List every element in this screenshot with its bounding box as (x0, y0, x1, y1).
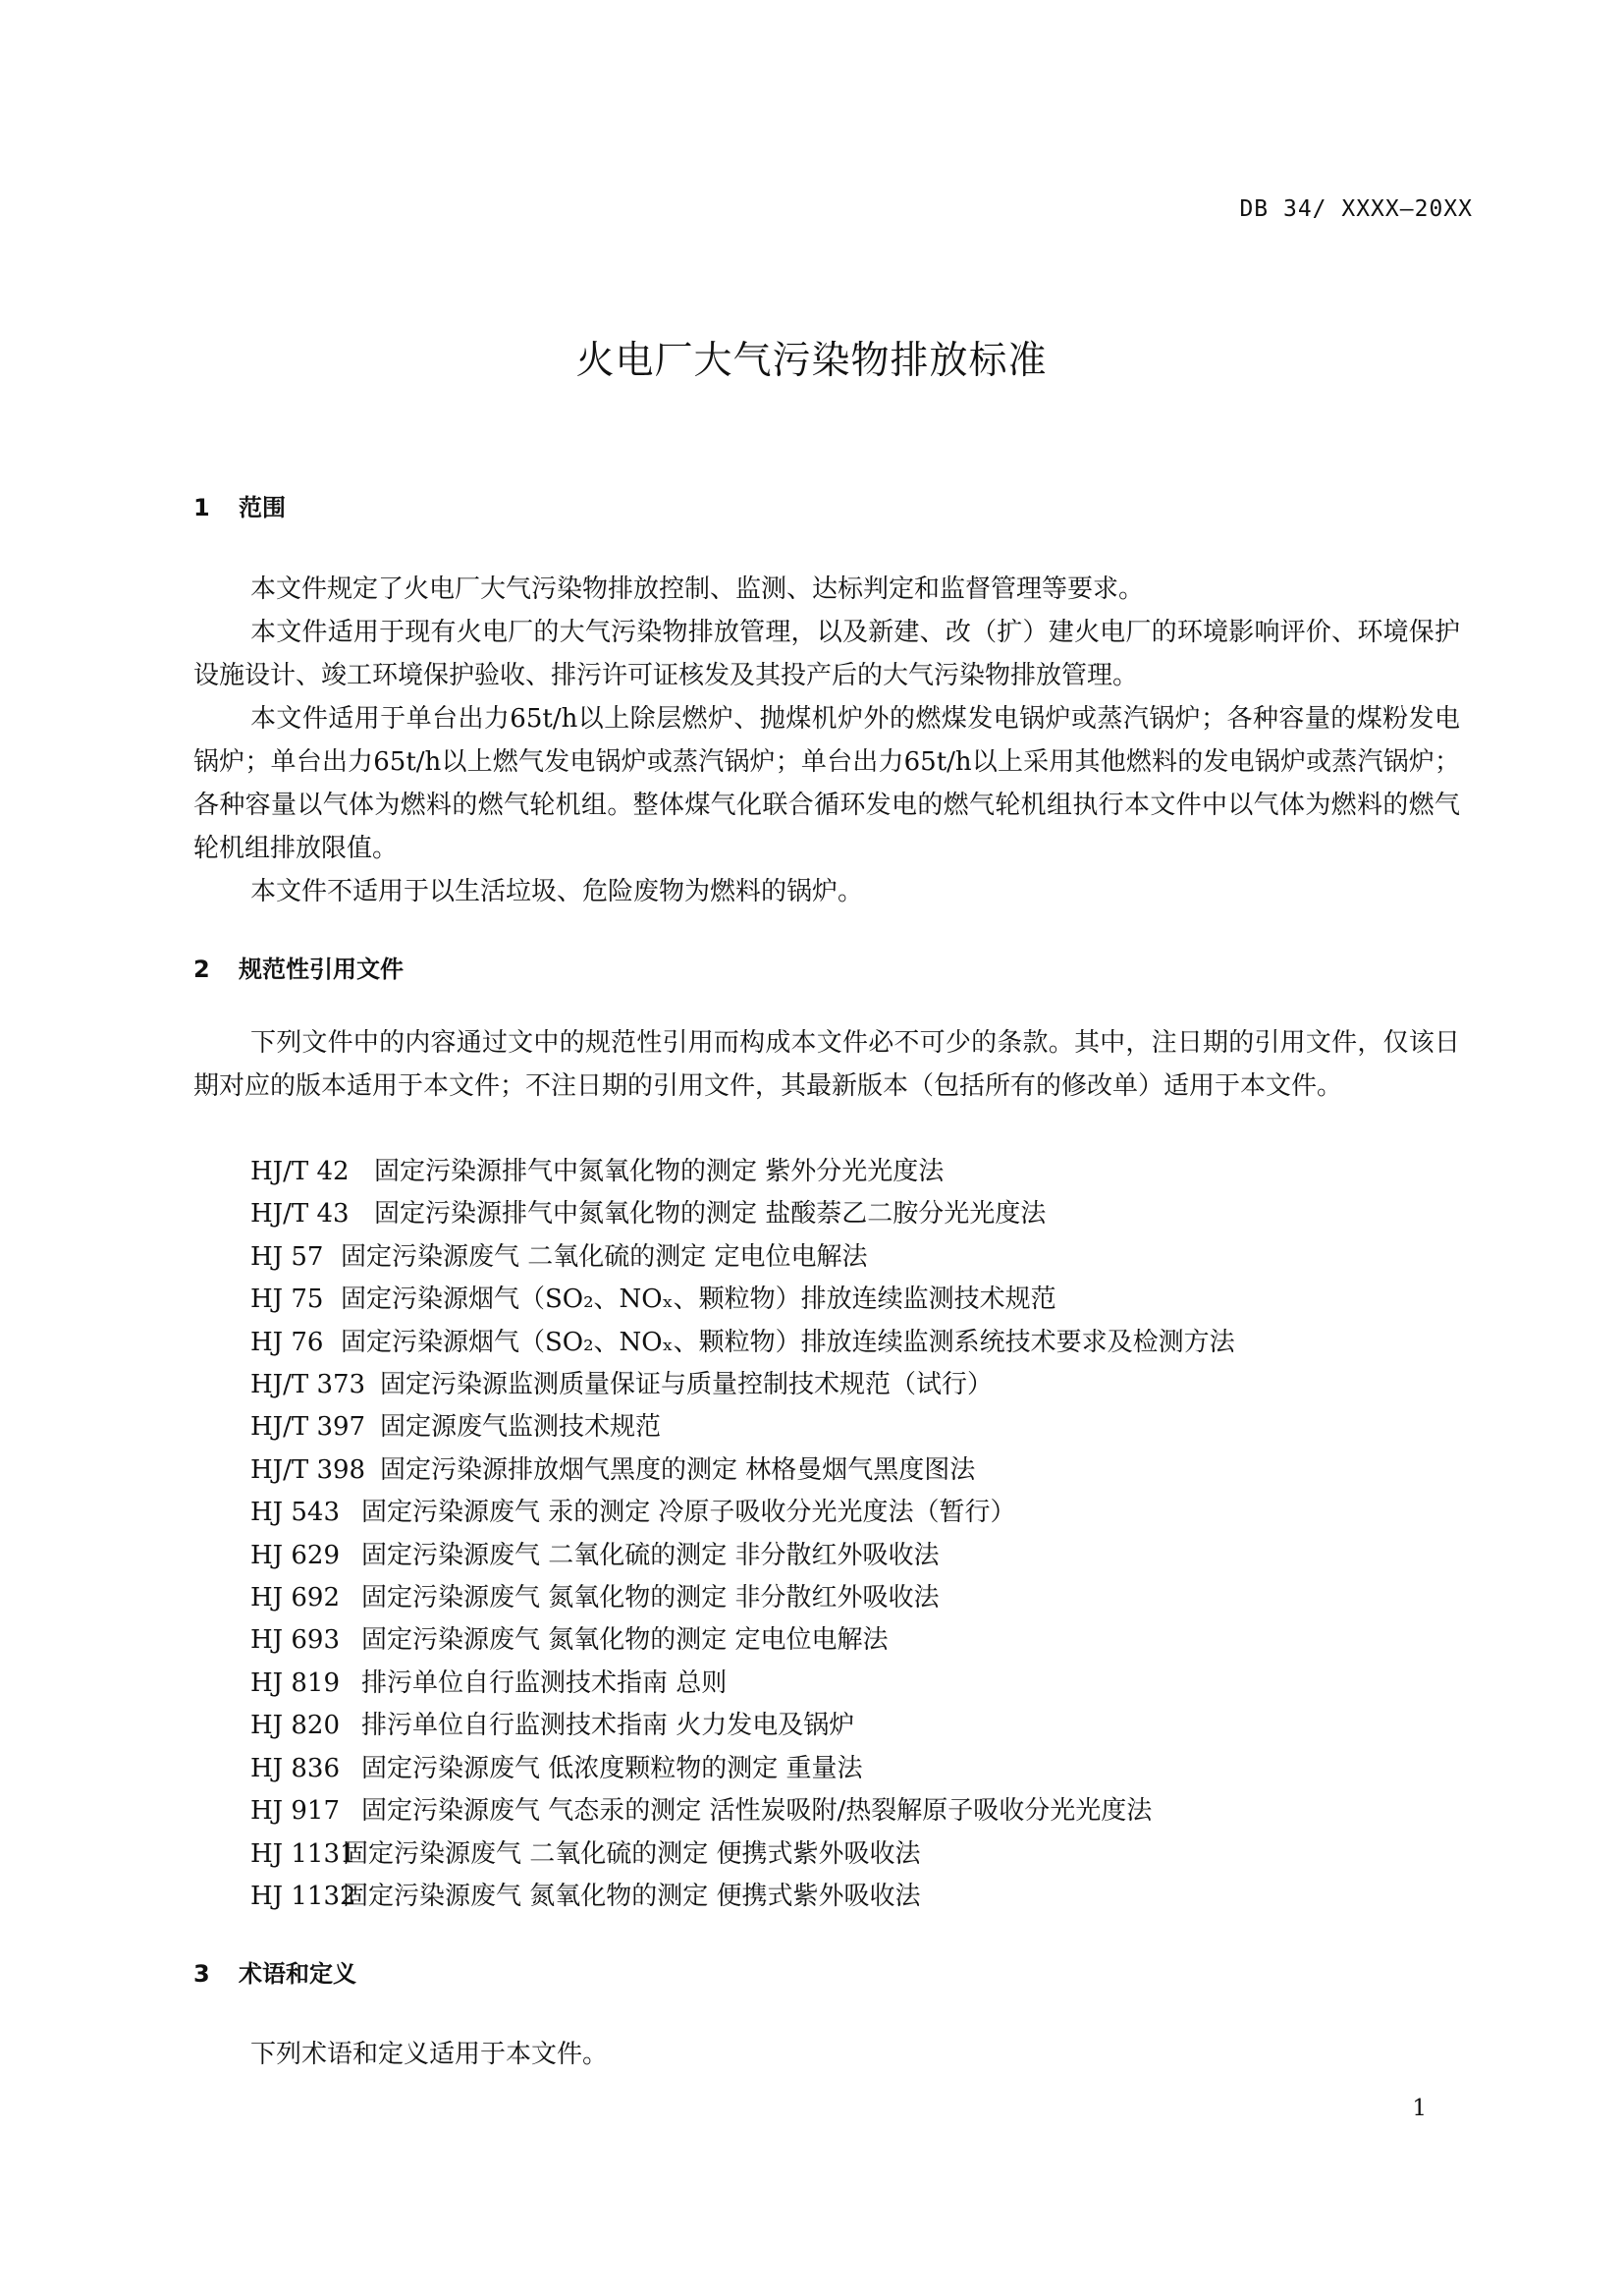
reference-item (250, 1577, 1235, 1619)
reference-item (250, 1619, 1235, 1662)
reference-title: 固定源废气监测技术规范 (380, 1412, 662, 1443)
reference-item (250, 1790, 1235, 1832)
section-3-heading (193, 1954, 356, 1989)
reference-title: 固定污染源废气 氮氧化物的测定 便携式紫外吸收法 (343, 1881, 921, 1911)
reference-title: 固定污染源烟气（SO₂、NOₓ、颗粒物）排放连续监测系统技术要求及检测方法 (341, 1327, 1235, 1357)
reference-code: HJ 629 (250, 1540, 340, 1570)
reference-title: 固定污染源废气 低浓度颗粒物的测定 重量法 (361, 1753, 863, 1783)
paragraph: 下列文件中的内容通过文中的规范性引用而构成本文件必不可少的条款。其中，注日期的引用文件，仅该日期对应的版本适用于本文件；不注日期的引用文件，其最新版本（包括所有的修改单）适用于本文件。 (193, 1028, 1460, 1101)
reference-code: HJ/T 397 (250, 1412, 366, 1443)
section-title: 范围 (239, 494, 286, 521)
section-number: 3 (193, 1960, 210, 1988)
section-number: 1 (193, 494, 210, 521)
reference-item (250, 1279, 1235, 1321)
reference-title: 固定污染源废气 二氧化硫的测定 便携式紫外吸收法 (343, 1838, 921, 1869)
reference-title: 固定污染源排气中氮氧化物的测定 紫外分光光度法 (374, 1157, 945, 1186)
reference-item (250, 1705, 1235, 1747)
reference-code: HJ 1132 (250, 1881, 356, 1911)
reference-title: 固定污染源监测质量保证与质量控制技术规范（试行） (380, 1370, 994, 1400)
reference-item (250, 1449, 1235, 1492)
normative-reference-list (250, 1151, 1235, 1918)
standard-code: DB 34/ XXXX—20XX (1239, 196, 1473, 222)
reference-item (250, 1406, 1235, 1449)
reference-item (250, 1322, 1235, 1364)
reference-code: HJ 693 (250, 1625, 340, 1656)
reference-code: HJ 75 (250, 1285, 324, 1315)
reference-code: HJ 692 (250, 1583, 340, 1613)
paragraph: 本文件不适用于以生活垃圾、危险废物为燃料的锅炉。 (250, 877, 864, 906)
section-1-heading (193, 488, 286, 522)
reference-item (250, 1193, 1235, 1235)
reference-item (250, 1151, 1235, 1193)
section-number: 2 (193, 956, 210, 983)
reference-code: HJ 917 (250, 1796, 340, 1827)
section-2-heading (193, 950, 404, 984)
reference-item (250, 1833, 1235, 1876)
reference-title: 排污单位自行监测技术指南 火力发电及锅炉 (361, 1711, 855, 1741)
reference-title: 排污单位自行监测技术指南 总则 (361, 1667, 728, 1698)
reference-title: 固定污染源排气中氮氧化物的测定 盐酸萘乙二胺分光光度法 (374, 1199, 1047, 1230)
reference-code: HJ/T 43 (250, 1199, 350, 1230)
document-title: 火电厂大气污染物排放标准 (575, 339, 1048, 383)
paragraph: 下列术语和定义适用于本文件。 (250, 2040, 609, 2069)
paragraph: 本文件规定了火电厂大气污染物排放控制、监测、达标判定和监督管理等要求。 (250, 574, 1145, 604)
section-title: 规范性引用文件 (239, 956, 404, 983)
page-number: 1 (1412, 2096, 1427, 2121)
reference-code: HJ/T 373 (250, 1370, 366, 1400)
section-title: 术语和定义 (239, 1960, 356, 1988)
reference-title: 固定污染源废气 汞的测定 冷原子吸收分光光度法（暂行） (361, 1498, 1016, 1528)
reference-code: HJ 836 (250, 1753, 340, 1783)
reference-title: 固定污染源烟气（SO₂、NOₓ、颗粒物）排放连续监测技术规范 (341, 1285, 1056, 1315)
reference-code: HJ 76 (250, 1327, 324, 1357)
reference-code: HJ 819 (250, 1667, 340, 1698)
reference-title: 固定污染源排放烟气黑度的测定 林格曼烟气黑度图法 (380, 1454, 976, 1485)
reference-code: HJ 543 (250, 1498, 340, 1528)
reference-code: HJ 57 (250, 1241, 324, 1272)
reference-title: 固定污染源废气 二氧化硫的测定 非分散红外吸收法 (361, 1540, 940, 1570)
reference-title: 固定污染源废气 气态汞的测定 活性炭吸附/热裂解原子吸收分光光度法 (361, 1796, 1153, 1827)
reference-item (250, 1876, 1235, 1918)
reference-title: 固定污染源废气 氮氧化物的测定 定电位电解法 (361, 1625, 889, 1656)
paragraph: 本文件适用于单台出力65t/h以上除层燃炉、抛煤机炉外的燃煤发电锅炉或蒸汽锅炉；各种容量的煤粉发电锅炉；单台出力65t/h以上燃气发电锅炉或蒸汽锅炉；单台出力65t/h以上采用其他燃料的发电锅炉或蒸汽锅炉；各种容量以气体为燃料的燃气轮机组。整体煤气化联合循环发电的燃气轮机组执行本文件中以气体为燃料的燃气轮机组排放限值。 (193, 704, 1460, 863)
reference-item (250, 1492, 1235, 1534)
reference-code: HJ/T 398 (250, 1454, 366, 1485)
reference-item (250, 1748, 1235, 1790)
reference-title: 固定污染源废气 二氧化硫的测定 定电位电解法 (341, 1241, 868, 1272)
reference-code: HJ/T 42 (250, 1157, 350, 1186)
reference-code: HJ 1131 (250, 1838, 356, 1869)
reference-item (250, 1663, 1235, 1705)
paragraph: 本文件适用于现有火电厂的大气污染物排放管理，以及新建、改（扩）建火电厂的环境影响评价、环境保护设施设计、竣工环境保护验收、排污许可证核发及其投产后的大气污染物排放管理。 (193, 618, 1460, 690)
reference-code: HJ 820 (250, 1711, 340, 1741)
reference-title: 固定污染源废气 氮氧化物的测定 非分散红外吸收法 (361, 1583, 940, 1613)
reference-item (250, 1236, 1235, 1279)
reference-item (250, 1535, 1235, 1577)
reference-item (250, 1364, 1235, 1406)
